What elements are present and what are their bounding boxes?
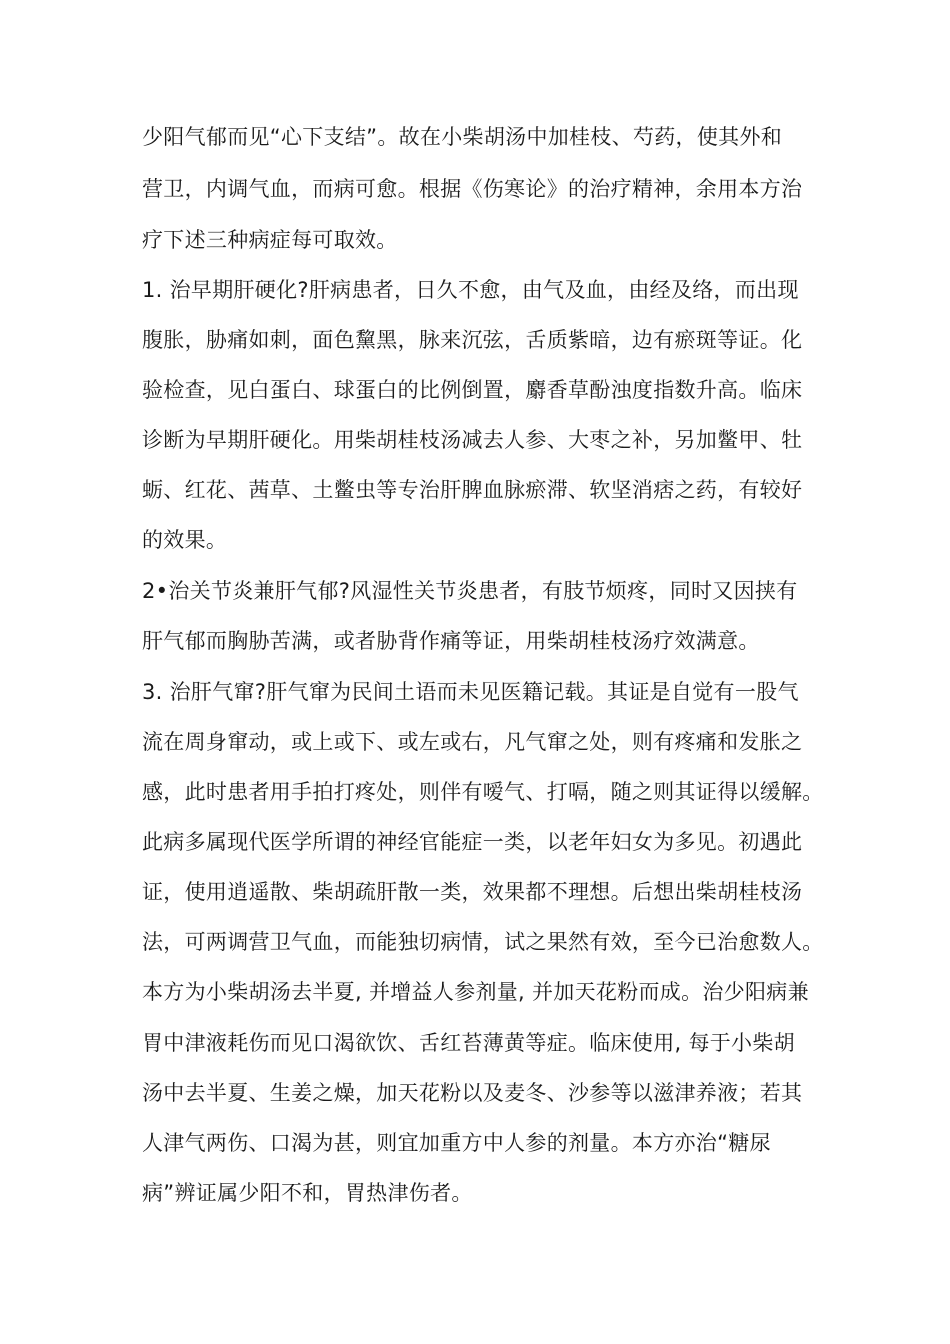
text-line-18: 本方为小柴胡汤去半夏, 并增益人参剂量, 并加天花粉而成。治少阳病兼 [142, 980, 809, 1004]
text-line-9: 的效果。 [142, 528, 228, 552]
text-line-6: 验检查，见白蛋白、球蛋白的比例倒置，麝香草酚浊度指数升高。临床 [142, 378, 803, 402]
text-line-17: 法，可两调营卫气血，而能独切病情，试之果然有效，至今已治愈数人。 [142, 930, 824, 954]
text-line-13: 流在周身窜动，或上或下、或左或右，凡气窜之处，则有疼痛和发胀之 [142, 730, 803, 754]
text-line-11: 肝气郁而胸胁苦满，或者胁背作痛等证，用柴胡桂枝汤疗效满意。 [142, 629, 760, 653]
text-line-1: 少阳气郁而见“心下支结”。故在小柴胡汤中加桂枝、芍药，使其外和 [142, 125, 783, 149]
text-line-7: 诊断为早期肝硬化。用柴胡桂枝汤减去人参、大枣之补，另加鳖甲、牡 [142, 428, 803, 452]
text-line-20: 汤中去半夏、生姜之燥，加天花粉以及麦冬、沙参等以滋津养液；若其 [142, 1081, 803, 1105]
text-line-12: 3. 治肝气窜?肝气窜为民间土语而未见医籍记载。其证是自觉有一股气 [142, 680, 799, 704]
text-line-4: 1. 治早期肝硬化?肝病患者，日久不愈，由气及血，由经及络，而出现 [142, 278, 799, 302]
text-line-16: 证，使用逍遥散、柴胡疏肝散一类，效果都不理想。后想出柴胡桂枝汤 [142, 880, 803, 904]
text-line-19: 胃中津液耗伤而见口渴欲饮、舌红苔薄黄等症。临床使用, 每于小柴胡 [142, 1031, 795, 1055]
text-line-2: 营卫，内调气血，而病可愈。根据《伤寒论》的治疗精神，余用本方治 [142, 177, 803, 201]
text-line-8: 蛎、红花、茜草、土鳖虫等专治肝脾血脉瘀滞、软坚消痞之药，有较好 [142, 478, 803, 502]
text-line-10: 2•治关节炎兼肝气郁?风湿性关节炎患者，有肢节烦疼，同时又因挟有 [142, 579, 798, 603]
text-line-5: 腹胀，胁痛如刺，面色黧黑，脉来沉弦，舌质紫暗，边有瘀斑等证。化 [142, 328, 803, 352]
text-line-3: 疗下述三种病症每可取效。 [142, 228, 398, 252]
text-line-21: 人津气两伤、口渴为甚，则宜加重方中人参的剂量。本方亦治“糖尿 [142, 1131, 771, 1155]
text-line-22: 病”辨证属少阳不和，胃热津伤者。 [142, 1181, 473, 1205]
text-line-14: 感，此时患者用手拍打疼处，则伴有嗳气、打嗝，随之则其证得以缓解。 [142, 780, 824, 804]
text-line-15: 此病多属现代医学所谓的神经官能症一类，以老年妇女为多见。初遇此 [142, 830, 803, 854]
